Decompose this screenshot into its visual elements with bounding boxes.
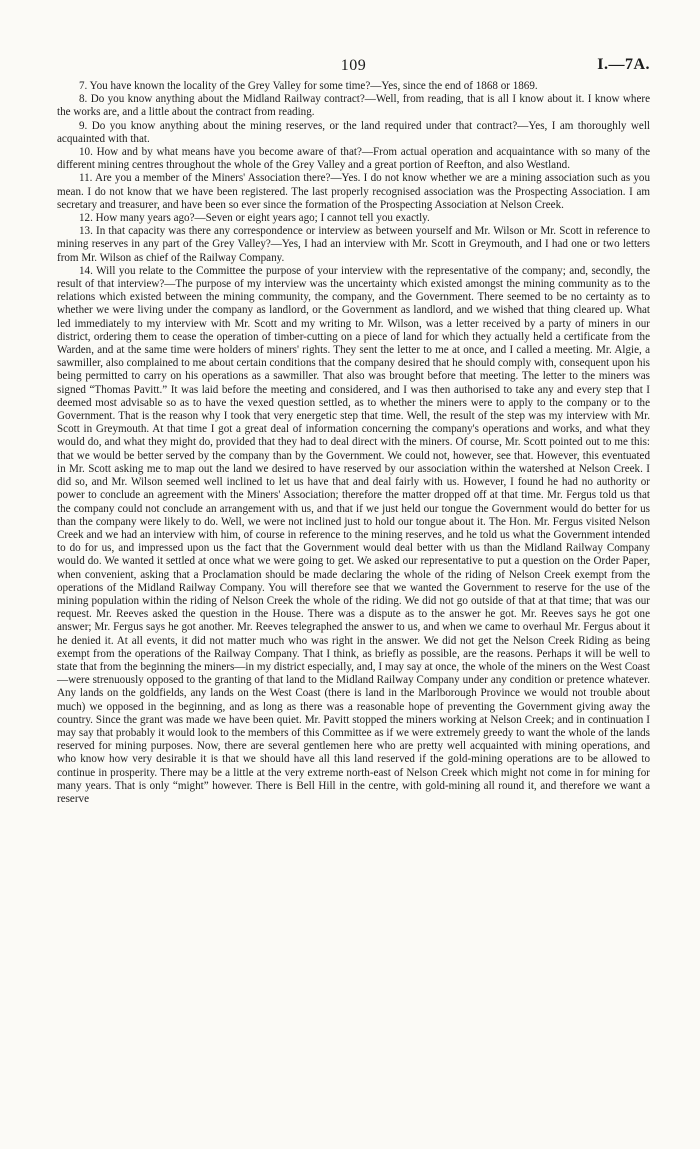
- question-7: 7. You have known the locality of the Grey Valley for some time?—Yes, since the end of 1868 or 1869.: [79, 80, 538, 92]
- paper-reference: I.—7A.: [597, 56, 650, 73]
- question-8: 8. Do you know anything about the Midland Railway contract?—Well, from reading, that is all I know about it. I know where the works are, and a little about the contract from reading.: [57, 93, 650, 119]
- question-11: 11. Are you a member of the Miners' Association there?—Yes. I do not know whether we are a mining association such as you mean. I do not know that we have been registered. The last properly recognised association was the Prospecting Association. I am secretary and treasurer, and have been so ever since the formation of the Prospecting Association at Nelson Creek.: [57, 172, 650, 211]
- question-10: 10. How and by what means have you become aware of that?—From actual operation and acquaintance with so many of the different mining centres throughout the whole of the Grey Valley and a great portion of Reefton, and also Westland.: [57, 146, 650, 172]
- evidence-text: [57, 80, 650, 806]
- question-13: 13. In that capacity was there any correspondence or interview as between yourself and Mr. Wilson or Mr. Scott in reference to mining reserves in any part of the Grey Valley?—Yes, I had an interview with Mr. Scott in Greymouth, and I had one or two letters from Mr. Wilson as chief of the Railway Company.: [57, 225, 650, 264]
- question-12: 12. How many years ago?—Seven or eight years ago; I cannot tell you exactly.: [79, 212, 430, 225]
- page-header: [57, 0, 650, 80]
- question-9: 9. Do you know anything about the mining reserves, or the land required under that contract?—Yes, I am thoroughly well acquainted with that.: [57, 119, 650, 145]
- question-14: 14. Will you relate to the Committee the purpose of your interview with the representative of the company; and, secondly, the result of that interview?—The purpose of my interview was the uncertainty which existed amongst the mining community as to the relations which existed between the mining community, the company, and the Government. There seemed to be no certainty as to whether we were living under the company as landlord, or the Government as landlord, and we wished that thing cleared up. What led immediately to my interview with Mr. Scott and my writing to Mr. Wilson, was a letter received by a party of miners in our district, ordering them to cease the operation of timber-cutting on a piece of land for which they actually held a certificate from the Warden, and at the same time were holders of miners' rights. They sent the letter to me at once, and I called a meeting. Mr. Algie, a sawmiller, also complained to me about certain conditions that the company desired that he should comply with, consequent upon his being permitted to carry on his operations as a sawmiller. That also was brought before that meeting. The letter to the miners was signed “Thomas Pavitt.” It was laid before the meeting and considered, and I was then authorised to take any and every step that I deemed most advisable so as to have the vexed question settled, as to whether the miners were to apply to the company or to the Government. That is the reason why I took that very energetic step that time. Well, the result of the step was my interview with Mr. Scott in Greymouth. At that time I got a great deal of information concerning the company's operations and works, and what they would do, and what they might do, provided that they had to deal direct with the miners. Of course, Mr. Scott pointed out to me this: that we would be better served by the company than by the Government. We could not, however, see that. However, this eventuated in Mr. Scott asking me to map out the land we desired to have reserved by our association within the watershed at Nelson Creek. I did so, and Mr. Wilson seemed well inclined to let us have that and deal fairly with us. However, I found he had no authority or power to conclude an agreement with the Miners' Association; therefore the matter dropped off at that time. Mr. Fergus told us that the company could not conclude an arrangement with us, and that if we just held our tongue the Government would do better for us than the company were likely to do. Well, we were not inclined just to hold our tongue about it. The Hon. Mr. Fergus visited Nelson Creek and we had an interview with him, of course in reference to the mining reserves, and he told us what the Government intended to do for us, and impressed upon us the fact that the Government would deal better with us than the Midland Railway Company would do. We wanted it settled at once what we were going to get. We asked our representative to put a question on the Order Paper, when convenient, asking that a Proclamation should be made declaring the whole of the riding of Nelson Creek exempt from the operations of the Midland Railway Company. You will therefore see that we wanted the Government to reserve for the use of the mining population within the riding of Nelson Creek the whole of the riding. We did not go outside of that at that time; that was our request. Mr. Reeves asked the question in the House. There was a dispute as to the answer he got. Mr. Reeves says he got one answer; Mr. Fergus says he got another. Mr. Reeves telegraphed the answer to us, and when we came to overhaul Mr. Fergus about it he denied it. At all events, it did not matter much who was right in the answer. We did not get the Nelson Creek Riding as being exempt from the operations of the Railway Company. That I think, as briefly as possible, are the reasons. Perhaps it will be well to state that from the beginning the miners—in my district especially, and, I may say at once, the whole of the miners on the West Coast—were strenuously opposed to the granting of that land to the Midland Railway Company under any condition or pretence whatever. Any lands on the goldfields, any lands on the West Coast (there is land in the Marlborough Province we would not trouble about much) we opposed in the beginning, and as long as there was a reasonable hope of preventing the Government giving away the country. Since the grant was made we have been quiet. Mr. Pavitt stopped the miners working at Nelson Creek; and in continuation I may say that probably it would look to the members of this Committee as if we were extremely greedy to want the whole of the lands reserved for mining purposes. Now, there are several gentlemen here who are pretty well acquainted with mining operations, and who know how very desirable it is that we should have all this land reserved if the gold-mining operations are to be allowed to continue in prosperity. There may be a little at the very extreme north-east of Nelson Creek which might not come in for mining for many years. That is only “might” however. There is Bell Hill in the centre, with gold-mining all round it, and therefore we want a reserve: [57, 264, 650, 805]
- page-number: 109: [340, 57, 367, 74]
